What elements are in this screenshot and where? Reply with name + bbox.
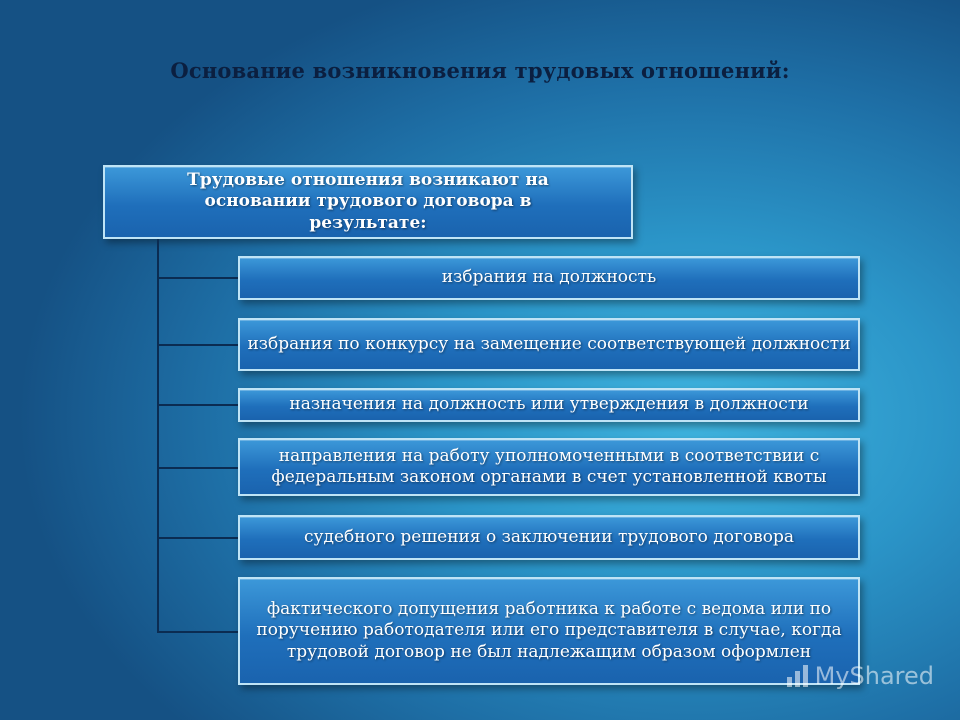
item-box: назначения на должность или утверждения в должности (238, 388, 860, 422)
item-box: избрания по конкурсу на замещение соответствующей должности (238, 318, 860, 371)
connector-branch (157, 404, 238, 406)
connector-branch (157, 537, 238, 539)
watermark-text: MyShared (814, 662, 934, 690)
item-box: избрания на должность (238, 256, 860, 300)
watermark-logo (787, 662, 934, 690)
connector-branch (157, 277, 238, 279)
connector-branch (157, 467, 238, 469)
item-box: направления на работу уполномоченными в соответствии с федеральным законом органами в счет установленной квоты (238, 438, 860, 496)
connector-branch (157, 631, 238, 633)
chart-icon (787, 665, 809, 687)
connector-vertical (157, 239, 159, 632)
root-box: Трудовые отношения возникают на основании трудового договора в результате: (103, 165, 633, 239)
item-box: фактического допущения работника к работе с ведома или по поручению работодателя или его представителя в случае, когда трудовой договор не был надлежащим образом оформлен (238, 577, 860, 685)
item-box: судебного решения о заключении трудового договора (238, 515, 860, 560)
slide-title: Основание возникновения трудовых отношений: (170, 58, 790, 83)
connector-branch (157, 344, 238, 346)
